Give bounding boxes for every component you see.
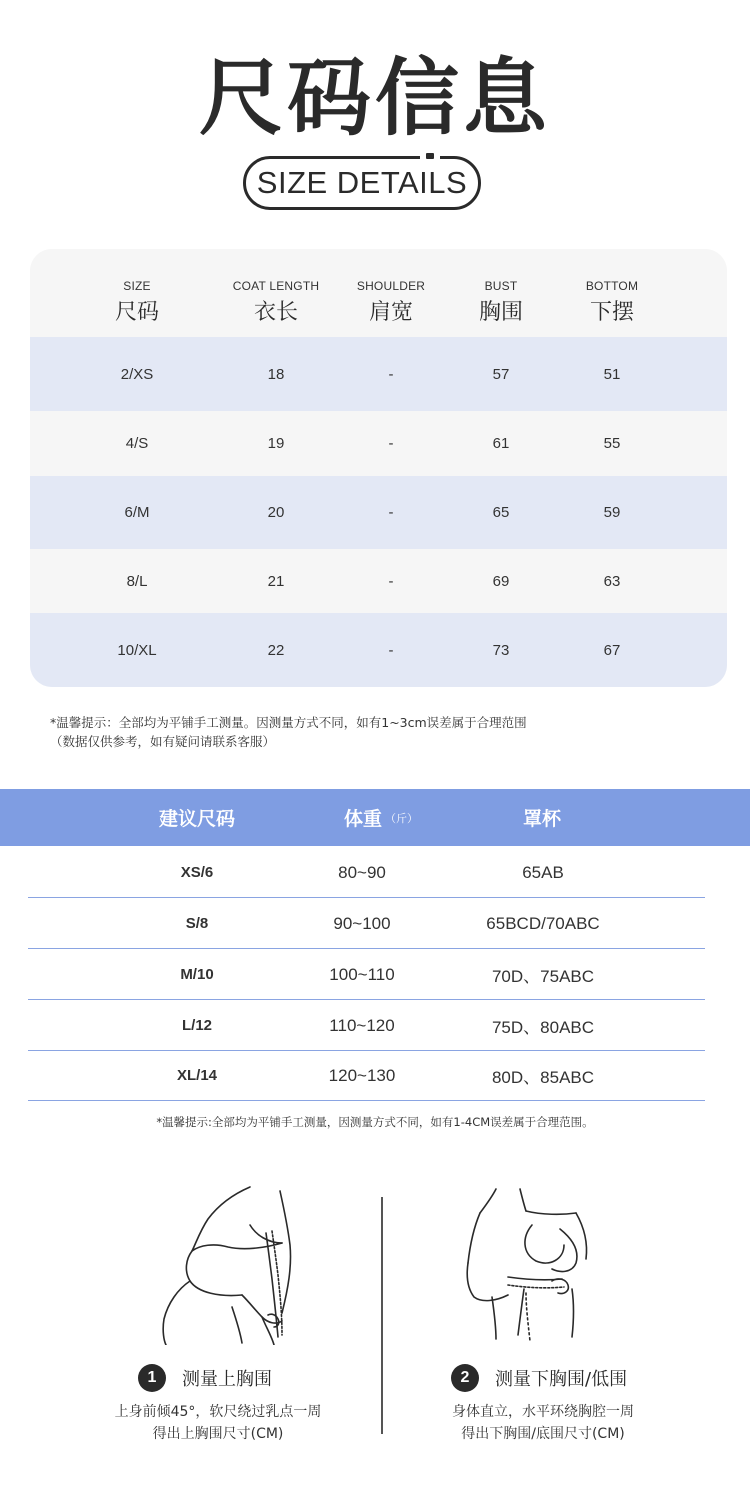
table-row xyxy=(28,898,705,949)
table-row xyxy=(28,1050,705,1101)
table-row xyxy=(28,847,705,898)
table-row xyxy=(30,549,727,613)
pill-notch-decoration xyxy=(420,152,440,162)
cell-size: XL/14 xyxy=(176,1067,218,1084)
header-bust: BUST 胸围 xyxy=(478,279,523,325)
step1-description: 上身前倾45°，软尺绕过乳点一周 得出上胸围尺寸(CM) xyxy=(114,1404,322,1442)
cell-bust: 57 xyxy=(492,365,510,383)
cell-weight: 110~120 xyxy=(329,1015,395,1035)
cell-weight: 80~90 xyxy=(338,862,386,882)
subtitle-badge xyxy=(243,156,481,210)
cell-cup: 65BCD/70ABC xyxy=(486,913,600,933)
cell-cup: 65AB xyxy=(522,862,564,882)
recommend-header xyxy=(0,789,750,846)
size-chart xyxy=(30,249,727,687)
cell-bottom: 59 xyxy=(603,504,621,521)
cell-size: 6/M xyxy=(124,504,150,521)
step-number-badge: 1 xyxy=(138,1364,166,1392)
cell-size: M/10 xyxy=(180,966,214,983)
cell-size: 4/S xyxy=(125,435,149,452)
table-row xyxy=(30,613,727,687)
note-line: *温馨提示：全部均为平铺手工测量。因测量方式不同，如有1~3cm误差属于合理范围 xyxy=(50,715,527,730)
cell-coat-length: 18 xyxy=(267,365,285,383)
cell-cup: 80D、85ABC xyxy=(491,1068,595,1087)
cell-bust: 65 xyxy=(492,504,510,521)
step2-title: 测量下胸围/低围 xyxy=(495,1369,628,1390)
note-line: （数据仅供参考，如有疑问请联系客服） xyxy=(50,734,276,749)
header-size: SIZE 尺码 xyxy=(114,279,159,325)
size-chart-header xyxy=(30,249,727,337)
cell-size: S/8 xyxy=(185,915,209,932)
cell-shoulder: - xyxy=(388,572,394,590)
header-bottom: BOTTOM 下摆 xyxy=(585,279,639,325)
header-recommended-size: 建议尺码 xyxy=(158,808,235,830)
recommend-note: *温馨提示:全部均为平铺手工测量，因测量方式不同，如有1-4CM误差属于合理范围。 xyxy=(156,1115,594,1129)
cell-size: 8/L xyxy=(126,572,148,590)
cell-shoulder: - xyxy=(388,435,394,452)
cell-bust: 69 xyxy=(492,572,510,590)
cell-bottom: 51 xyxy=(603,365,621,383)
step1-label xyxy=(138,1364,272,1392)
subtitle-text: SIZE DETAILS xyxy=(256,165,468,200)
cell-coat-length: 22 xyxy=(267,641,285,659)
cell-size: 10/XL xyxy=(117,641,157,659)
cell-cup: 75D、80ABC xyxy=(491,1018,595,1037)
table-row xyxy=(30,476,727,549)
cell-bust: 61 xyxy=(492,435,510,452)
cell-weight: 120~130 xyxy=(328,1065,396,1085)
cell-bottom: 67 xyxy=(603,641,621,659)
cell-size: XS/6 xyxy=(180,864,214,881)
cell-coat-length: 20 xyxy=(267,504,285,521)
table-row xyxy=(30,411,727,476)
cell-size: 2/XS xyxy=(120,365,154,383)
table-row xyxy=(28,949,705,1000)
table-row xyxy=(30,337,727,411)
cell-cup: 70D、75ABC xyxy=(491,967,595,986)
upper-bust-measure-illustration xyxy=(150,1185,340,1345)
step2-label xyxy=(451,1364,627,1392)
header-weight: 体重 （斤） xyxy=(343,808,418,830)
header-cup: 罩杯 xyxy=(522,808,561,830)
cell-shoulder: - xyxy=(388,504,394,521)
header-shoulder: SHOULDER 肩宽 xyxy=(356,279,426,325)
cell-shoulder: - xyxy=(388,641,394,659)
step2-description: 身体直立，水平环绕胸腔一周 得出下胸围/底围尺寸(CM) xyxy=(452,1404,634,1442)
step1-title: 测量上胸围 xyxy=(182,1369,272,1390)
cell-bottom: 63 xyxy=(603,572,621,590)
cell-coat-length: 19 xyxy=(267,435,285,452)
illustration-divider xyxy=(381,1197,383,1434)
table-row xyxy=(28,1000,705,1051)
cell-bust: 73 xyxy=(492,641,510,659)
cell-bottom: 55 xyxy=(603,435,621,452)
under-bust-measure-illustration xyxy=(452,1185,612,1345)
header-coat-length: COAT LENGTH 衣长 xyxy=(232,279,320,325)
size-chart-note xyxy=(50,713,527,751)
cell-shoulder: - xyxy=(388,365,394,383)
page-title: 尺码信息 xyxy=(198,49,551,147)
cell-size: L/12 xyxy=(181,1017,212,1034)
step-number-badge: 2 xyxy=(451,1364,479,1392)
cell-weight: 90~100 xyxy=(333,913,391,933)
cell-coat-length: 21 xyxy=(267,572,285,590)
cell-weight: 100~110 xyxy=(329,964,395,984)
